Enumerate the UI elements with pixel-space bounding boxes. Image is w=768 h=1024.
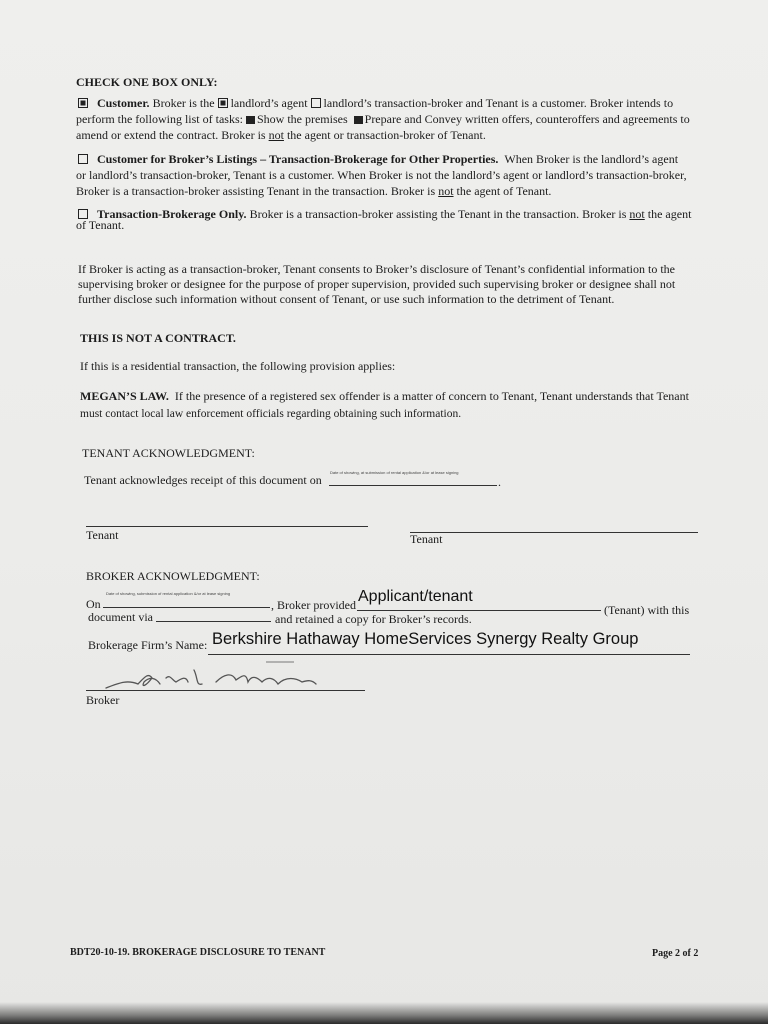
task-convey-checkbox[interactable] — [354, 116, 363, 124]
photo-bottom-shadow — [0, 1002, 768, 1024]
customer-title: Customer. — [97, 96, 150, 110]
tenant2-label: Tenant — [410, 532, 443, 546]
customer-line3-b: the agent or transaction-broker of Tenant. — [286, 128, 486, 142]
listings-line3-a: Broker is a transaction-broker assisting Tenant in the transaction. Broker is — [76, 184, 436, 198]
residential-provision: If this is a residential transaction, the following provision applies: — [80, 359, 396, 373]
megan-line2: must contact local law enforcement officials regarding obtaining such information. — [80, 408, 462, 420]
task-show-label: Show the premises — [256, 112, 348, 126]
page-number-footer: Page 2 of 2 — [652, 948, 699, 959]
customer-line3-a: amend or extend the contract. Broker is — [76, 128, 266, 142]
broker-signature — [86, 658, 366, 698]
broker-ack-heading: BROKER ACKNOWLEDGMENT: — [86, 569, 260, 583]
check-one-box-heading: CHECK ONE BOX ONLY: — [76, 75, 218, 89]
landlord-tb-checkbox[interactable] — [311, 98, 321, 108]
tenant-ack-heading: TENANT ACKNOWLEDGMENT: — [82, 446, 255, 460]
provided-to-value: Applicant/tenant — [358, 588, 473, 605]
tb-only-not: not — [629, 207, 645, 221]
tenant1-signature-line[interactable] — [86, 526, 368, 527]
megan-title: MEGAN’S LAW. — [80, 389, 169, 403]
broker-date-field[interactable] — [103, 607, 270, 608]
task-convey-label: Prepare and Convey written offers, counteroffers and agreements to — [364, 112, 690, 126]
listings-checkbox[interactable] — [78, 154, 88, 164]
tb-only-line2: of Tenant. — [76, 218, 125, 232]
broker-label: Broker — [86, 693, 120, 707]
tenant-date-period: . — [498, 475, 501, 489]
broker-provided-text: , Broker provided — [271, 598, 356, 612]
doc-via-label: document via — [88, 610, 153, 624]
form-id-footer: BDT20-10-19. BROKERAGE DISCLOSURE TO TENANT — [70, 947, 326, 958]
retained-copy-text: and retained a copy for Broker’s records. — [275, 612, 472, 626]
listings-line3-b: the agent of Tenant. — [456, 184, 552, 198]
broker-on-label: On — [86, 597, 101, 611]
customer-line2-text: perform the following list of tasks: — [76, 112, 243, 126]
option-customer-line1 — [78, 95, 673, 111]
option-tb-line1 — [78, 206, 691, 222]
tenant2-signature-line[interactable] — [410, 532, 698, 533]
tb-only-text-a: Broker is a transaction-broker assisting the Tenant in the transaction. Broker is — [249, 207, 627, 221]
disclosure-line3: further disclose such information without consent of Tenant, or use such information to the detriment of Tenant. — [78, 292, 615, 306]
doc-via-field[interactable] — [156, 621, 271, 622]
not-contract-heading: THIS IS NOT A CONTRACT. — [80, 331, 236, 345]
option-listings-line1 — [78, 151, 678, 167]
tenant-date-hint: Date of showing, at submission of rental application &/or at lease signing — [330, 470, 459, 475]
disclosure-line2: supervising broker or designee for the purpose of proper supervision, provided such supervising broker or designee shall not — [78, 277, 676, 291]
option-customer-line3 — [76, 127, 486, 143]
tenant1-label: Tenant — [86, 528, 119, 542]
customer-text-a: Broker is the — [152, 96, 215, 110]
firm-name-field[interactable] — [208, 654, 690, 655]
broker-signature-line[interactable] — [86, 690, 365, 691]
firm-name-value: Berkshire Hathaway HomeServices Synergy Realty Group — [212, 630, 639, 648]
option-customer-line2 — [76, 111, 690, 127]
landlord-agent-label: landlord’s agent — [230, 96, 308, 110]
tb-only-text-b: the agent — [647, 207, 692, 221]
customer-not: not — [268, 128, 284, 142]
landlord-agent-checkbox[interactable] — [218, 98, 228, 108]
listings-line2: or landlord’s transaction-broker, Tenant is a customer. When Broker is not the landlord’s agent or landlord’s transaction-broker, — [76, 168, 687, 182]
landlord-tb-label: landlord’s transaction-broker and Tenant is a customer. Broker intends to — [323, 96, 674, 110]
tenant-date-field[interactable] — [329, 485, 497, 486]
listings-title: Customer for Broker’s Listings – Transaction-Brokerage for Other Properties. — [97, 152, 499, 166]
disclosure-line1: If Broker is acting as a transaction-broker, Tenant consents to Broker’s disclosure of Tenant’s confidential information to the — [78, 262, 676, 276]
broker-date-hint: Date of showing, submission of rental application &/or at lease signing — [106, 591, 231, 596]
customer-checkbox[interactable] — [78, 98, 88, 108]
option-listings-line3 — [76, 183, 551, 199]
tb-only-title: Transaction-Brokerage Only. — [97, 207, 247, 221]
tenant-receipt-text: Tenant acknowledges receipt of this document on — [84, 473, 322, 487]
listings-text-a: When Broker is the landlord’s agent — [504, 152, 679, 166]
firm-name-label: Brokerage Firm’s Name: — [88, 638, 208, 652]
megan-line1 — [80, 388, 689, 404]
tenant-with-text: (Tenant) with this — [604, 603, 690, 617]
megan-text: If the presence of a registered sex offender is a matter of concern to Tenant, Tenant understands that Tenant — [174, 389, 689, 403]
listings-not: not — [438, 184, 454, 198]
task-show-checkbox[interactable] — [246, 116, 255, 124]
